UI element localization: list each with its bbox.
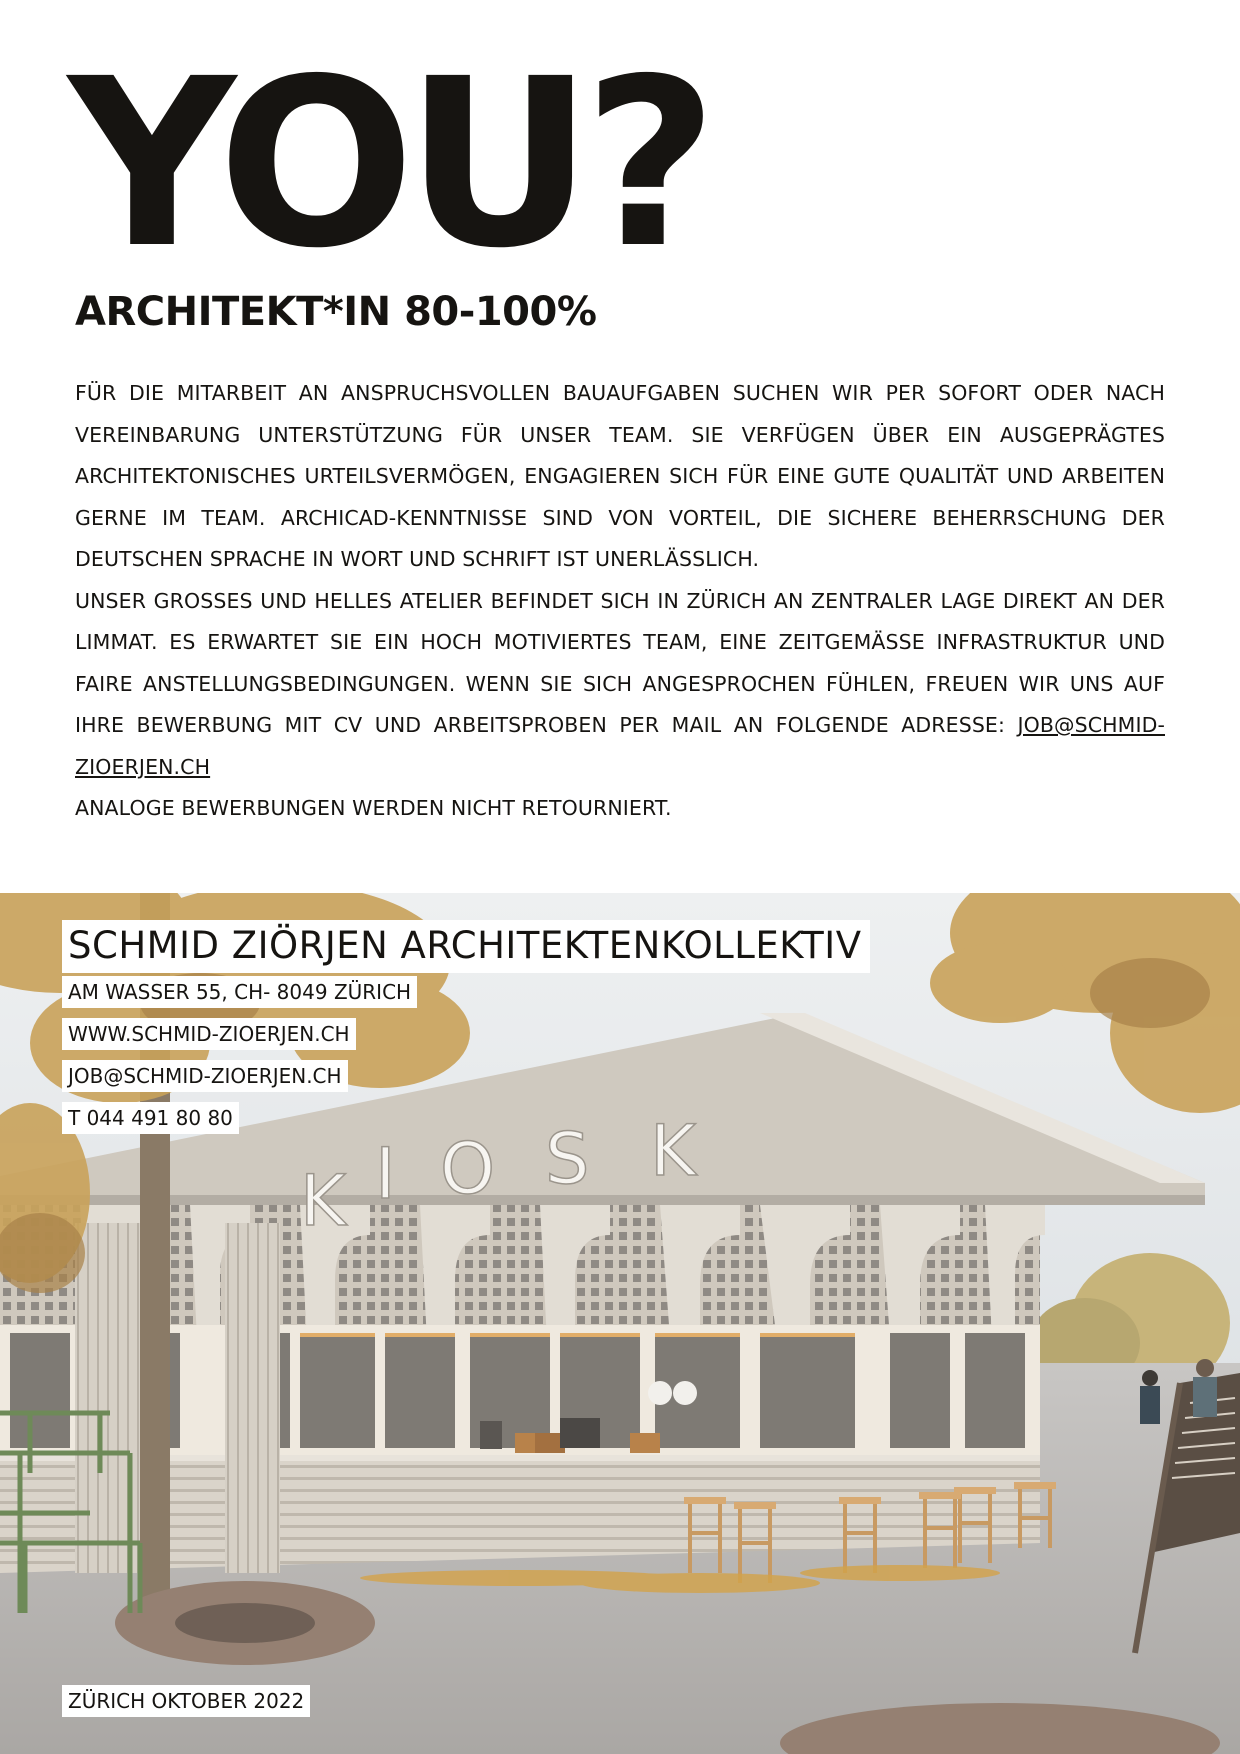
kiosk-letter: K — [650, 1110, 696, 1192]
firm-address: AM WASSER 55, CH- 8049 ZÜRICH — [62, 976, 417, 1008]
kiosk-letter: S — [545, 1118, 590, 1200]
job-title: ARCHITEKT*IN 80-100% — [75, 289, 597, 335]
kiosk-letter: K — [300, 1160, 346, 1242]
firm-email[interactable]: JOB@SCHMID-ZIOERJEN.CH — [62, 1060, 348, 1092]
application-email-link[interactable]: JOB@SCHMID-ZIOERJEN.CH — [75, 713, 1165, 779]
firm-website[interactable]: WWW.SCHMID-ZIOERJEN.CH — [62, 1018, 356, 1050]
description-paragraph-3: ANALOGE BEWERBUNGEN WERDEN NICHT RETOURNIERT. — [75, 796, 672, 820]
dateline: ZÜRICH OKTOBER 2022 — [62, 1685, 310, 1717]
description-paragraph-2-text: UNSER GROSSES UND HELLES ATELIER BEFINDET SICH IN ZÜRICH AN ZENTRALER LAGE DIREKT AN DER LIMMAT. ES ERWARTET SIE EIN HOCH MOTIVIERTES TEAM, EINE ZEITGEMÄSSE INFRASTRUKTUR UND FAIRE ANSTELLUNGSBEDINGUNGEN. WENN SIE SICH ANGESPROCHEN FÜHLEN, FREUEN WIR UNS AUF IHRE BEWERBUNG MIT CV UND ARBEITSPROBEN PER MAIL AN FOLGENDE ADRESSE: — [75, 588, 1165, 737]
description-paragraph-1: FÜR DIE MITARBEIT AN ANSPRUCHSVOLLEN BAUAUFGABEN SUCHEN WIR PER SOFORT ODER NACH VEREINBARUNG UNTERSTÜTZUNG FÜR UNSER TEAM. SIE VERFÜGEN ÜBER EIN AUSGEPRÄGTES ARCHITEKTONISCHES URTEILSVERMÖGEN, ENGAGIEREN SICH FÜR EINE GUTE QUALITÄT UND ARBEITEN GERNE IM TEAM. ARCHICAD-KENNTNISSE SIND VON VORTEIL, DIE SICHERE BEHERRSCHUNG DER DEUTSCHEN SPRACHE IN WORT UND SCHRIFT IST UNERLÄSSLICH. — [75, 381, 1165, 571]
kiosk-letter: O — [440, 1128, 496, 1210]
roof-edge — [0, 1195, 1205, 1205]
kiosk-pier — [225, 1223, 280, 1573]
headline: YOU? — [68, 29, 708, 299]
firm-name: SCHMID ZIÖRJEN ARCHITEKTENKOLLEKTIV — [62, 920, 870, 973]
description-paragraph-2 — [75, 581, 1165, 789]
kiosk-letter: I — [375, 1133, 396, 1215]
job-description — [75, 373, 1165, 830]
firm-phone: T 044 491 80 80 — [62, 1102, 239, 1134]
